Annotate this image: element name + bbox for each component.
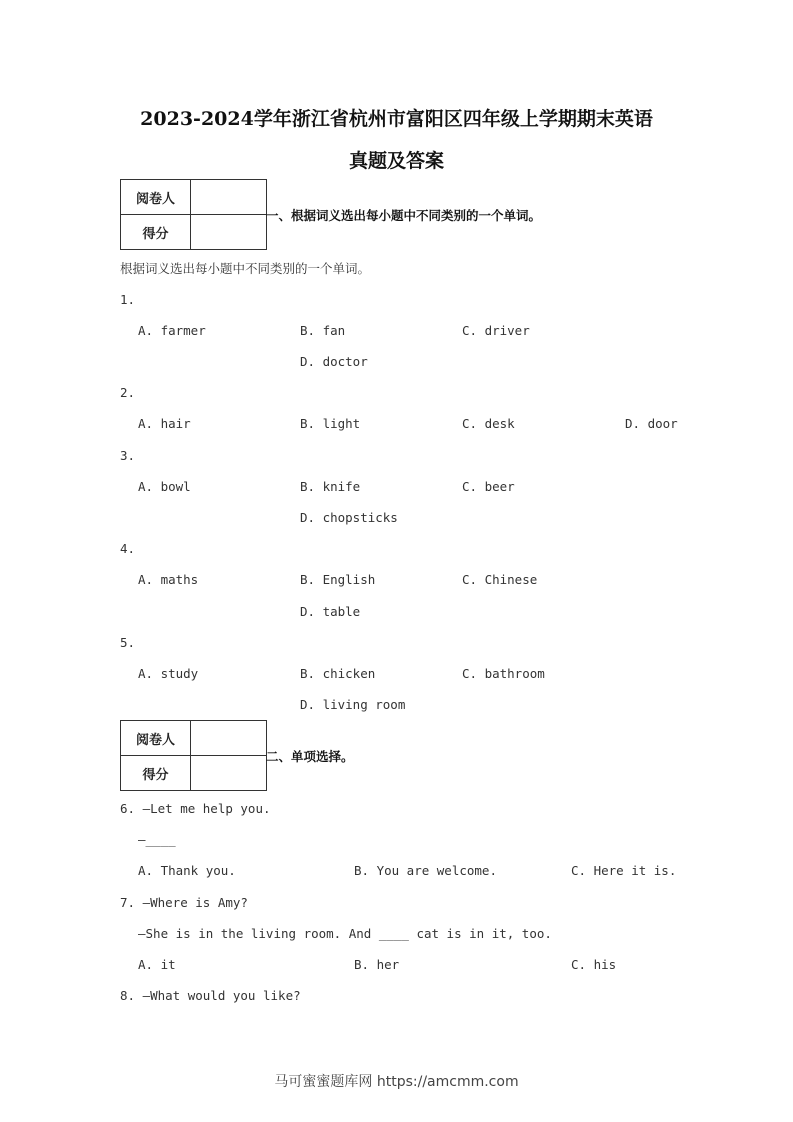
q1-option-a: A. farmer — [138, 323, 206, 338]
question-2-number: 2. — [120, 385, 136, 400]
score-label: 得分 — [121, 215, 191, 250]
page-title-line2: 真题及答案 — [348, 150, 444, 172]
q5-option-a: A. study — [138, 666, 199, 681]
question-4-number: 4. — [120, 541, 136, 556]
question-6-response: —____ — [138, 832, 176, 847]
section1-title: 一、根据词义选出每小题中不同类别的一个单词。 — [266, 208, 542, 223]
q7-option-a: A. it — [138, 957, 176, 972]
section2-title: 二、单项选择。 — [266, 749, 354, 764]
q2-option-a: A. hair — [138, 416, 191, 431]
q4-option-c: C. Chinese — [462, 572, 538, 587]
q1-option-b: B. fan — [300, 323, 346, 338]
q6-option-c: C. Here it is. — [571, 863, 677, 878]
q6-option-a: A. Thank you. — [138, 863, 236, 878]
q7-option-b: B. her — [354, 957, 400, 972]
footer-watermark: 马可蜜蜜题库网 https://amcmm.com — [274, 1074, 519, 1090]
score-label: 得分 — [121, 756, 191, 791]
question-3-number: 3. — [120, 448, 136, 463]
score-table-1 — [120, 179, 267, 250]
q3-option-d: D. chopsticks — [300, 510, 398, 525]
q5-option-b: B. chicken — [300, 666, 376, 681]
question-5-number: 5. — [120, 635, 136, 650]
question-8-stem: 8. —What would you like? — [120, 988, 301, 1003]
q4-option-b: B. English — [300, 572, 376, 587]
q7-option-c: C. his — [571, 957, 617, 972]
reviewer-label: 阅卷人 — [121, 721, 191, 756]
section1-instruction: 根据词义选出每小题中不同类别的一个单词。 — [120, 261, 371, 276]
reviewer-cell — [191, 721, 267, 756]
page-title-line1: 2023-2024学年浙江省杭州市富阳区四年级上学期期末英语 — [140, 108, 653, 130]
q2-option-d: D. door — [625, 416, 678, 431]
q4-option-a: A. maths — [138, 572, 199, 587]
reviewer-label: 阅卷人 — [121, 180, 191, 215]
q5-option-d: D. living room — [300, 697, 406, 712]
question-6-stem: 6. —Let me help you. — [120, 801, 271, 816]
q2-option-b: B. light — [300, 416, 361, 431]
q5-option-c: C. bathroom — [462, 666, 545, 681]
q4-option-d: D. table — [300, 604, 361, 619]
score-table-2 — [120, 720, 267, 791]
question-7-response: —She is in the living room. And ____ cat is in it, too. — [138, 926, 552, 941]
q3-option-c: C. beer — [462, 479, 515, 494]
q2-option-c: C. desk — [462, 416, 515, 431]
reviewer-cell — [191, 180, 267, 215]
q3-option-b: B. knife — [300, 479, 361, 494]
score-cell — [191, 215, 267, 250]
q3-option-a: A. bowl — [138, 479, 191, 494]
q1-option-c: C. driver — [462, 323, 530, 338]
score-cell — [191, 756, 267, 791]
question-1-number: 1. — [120, 292, 136, 307]
q6-option-b: B. You are welcome. — [354, 863, 497, 878]
q1-option-d: D. doctor — [300, 354, 368, 369]
question-7-stem: 7. —Where is Amy? — [120, 895, 248, 910]
